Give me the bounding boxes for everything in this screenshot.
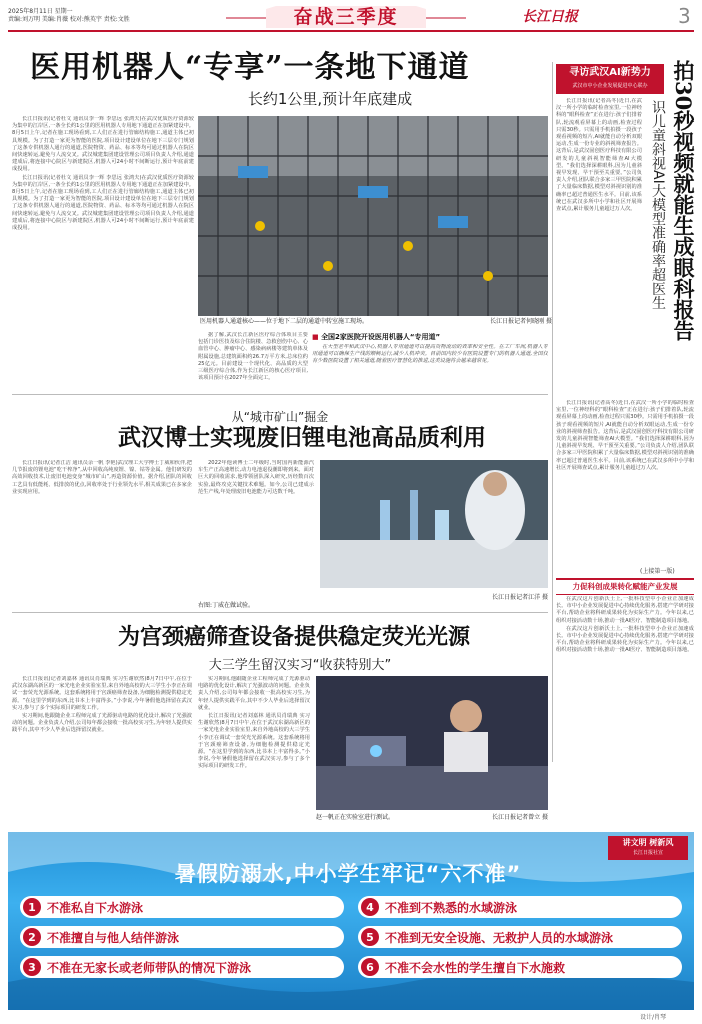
column-divider [552,62,553,762]
rule-item [20,896,344,918]
side-subtitle: 识儿童斜视AI大模型准确率超医生 [650,100,666,310]
section-band [226,6,466,28]
article3-title: 为宫颈癌筛查设备提供稳定荧光光源 [117,624,470,650]
side-body-col2 [556,400,694,566]
article3-body2 [198,676,310,826]
rule-text: 不准到不熟悉的水域游泳 [385,900,518,915]
rule-text: 不准私自下水游泳 [47,900,144,915]
article1-title: 医用机器人“专享”一条地下通道 [30,50,470,85]
footer-design-credit: 设计/肖琴 [640,1014,667,1021]
info-box-header [556,578,694,595]
article1-photo-credit: 长江日报记者何晓刚 摄 [490,318,552,325]
page-number: 3 [678,4,691,28]
badge-bottom-text: 长江日报社宣 [632,850,663,856]
article2-paragraph2: 2022年他读博士二年级时,当时国内新能源汽车生产正高速增长,动力电池退役潮即将到来。面对巨大的回收需求,他带领团队深入研究,历经数百次实验,最终攻克关键技术难题。如今,公司已建成示范生产线,年处理废旧电池能力可达数千吨。 [198,460,314,495]
article3-body [12,676,192,826]
info-box-body [556,596,694,746]
article1-photo [198,116,548,316]
rule-text: 不准到无安全设施、无救护人员的水域游泳 [385,930,614,945]
article3-paragraph: 长江日报讯(记者刘嘉林 通讯员肖瑞典 实习生谢欣然)8月7日中午,在位于武汉东湖高新区的一家光电企业实验室里,来自外地高校的大三学生小李正在调试一套荧光光源系统。这套系统将用于宫颈癌筛查设备,为细胞检测提供稳定光源。“在这里学到的东西,比书本上丰富得多。”小李说,今年暑假他选择留在武汉实习,参与了多个实际项目的研发工作。 [12,676,192,711]
rule-text: 不准不会水性的学生擅自下水施救 [385,960,566,975]
rule-item [358,926,682,948]
rules-list [20,896,682,978]
header-rule [8,30,694,32]
article3-photo-caption: 赵一帆正在实验室进行测试。 [316,814,395,821]
article1-paragraph-cont: 长江日报讯(记者杜文 通讯员李一辉 李思远 张鸿夫)在武汉优质医疗资源较为集中的江岸区,一条全长约1公里的医用机器人专用地下通道正在加紧建设中。8月5日上午,记者在施工现场看到,工人们正在进行管廊结构施工,通道主体已初具规模。为了打造一家更为智能的医院,项目设计建设单位在地下三层专门规划了这条专供机器人通行的通道,医院物资、药品、标本等均可通过机器人在院区间快速转运,避免与人流交叉。武汉城建集团建设管理公司项目负责人介绍,通道建成后,将连接中心院区与新建院区,机器人可24小时不间断运行,预计年底前建成投用。 [12,174,194,232]
side-banner-title: 寻访武汉AI新势力 [569,67,651,78]
side-banner-subtitle: 武汉市中小企业发展促进中心联办 [572,83,648,89]
rule-number: 3 [23,958,41,976]
article1-paragraph: 长江日报讯(记者杜文 通讯员李一辉 李思远 张鸿夫)在武汉优质医疗资源较为集中的江岸区,一条全长约1公里的医用机器人专用地下通道正在加紧建设中。8月5日上午,记者在施工现场看到,工人们正在进行管廊结构施工,通道主体已初具规模。为了打造一家更为智能的医院,项目设计建设单位在地下三层专门规划了这条专供机器人通行的通道,医院物资、药品、标本等均可通过机器人在院区间快速转运,避免与人流交叉。武汉城建集团建设管理公司项目负责人介绍,通道建成后,将连接中心院区与新建院区,机器人可24小时不间断运行,预计年底前建成投用。 [12,116,194,173]
side-paragraph: 长江日报讯(记者高冬)近日,在武汉一所小学的临时检查室里,一位神经科的“眼科检查”正在进行:孩子们排着队,轮流观看屏幕上的动画,检查过程只需30秒。只需用手机拍摄一段孩子观看视频的短片,AI就能自动分析双眼运动,生成一份专业的斜视筛查报告。这背后,是武汉固创医疗科技有限公司研发的儿童斜视智能筛查AI大模型。“我们选择深耕眼科,因为儿童斜视早发现、早干预至关重要。”公司负责人介绍,团队联合多家三甲医院积累了大量临床数据,模型对斜视识别的准确率已超过普通医生水平。目前,该系统已在武汉多所中小学和社区开展筛查试点,累计服务儿童超过万人次。 [556,98,642,213]
rule-item [358,956,682,978]
article1-subtitle: 长约1公里,预计年底建成 [247,90,413,108]
highlight-text: 全国2家医院开设医用机器人“专用道” [321,333,441,341]
side-banner [556,64,664,94]
safety-title: 暑假防溺水,中小学生牢记“六不准” [174,862,522,886]
rule-item [20,956,344,978]
rule-item [358,896,682,918]
article2-photo-caption: 右图:丁威在做试验。 [198,602,255,609]
article2-kicker: 从“城市矿山”掘金 [231,410,329,424]
side-body-col1 [556,98,642,398]
safety-banner [8,832,694,1010]
rule-number: 4 [361,898,379,916]
side-title: 拍30秒视频就能生成眼科报告 [671,60,696,342]
article1-body [12,116,194,326]
article1-paragraph2: 据了解,武汉长江新区医疗综合体项目主要包括门诊医技及综合住院楼、急救创伤中心、心血管中心、肿瘤中心、感染病病楼等建筑单体及附属设施,总建筑面积约26.7万平方米,总床位约25亿元。目前建设一个现代化、高品质的大型三级医疗综合体,作为长江新区的核心医疗项目,该项目预计在2027年全面完工。 [198,332,308,382]
article2-body [12,460,192,600]
construction-photo-icon [198,116,548,316]
civilization-badge [608,836,688,860]
article2-title: 武汉博士实现废旧锂电池高品质利用 [118,424,486,451]
article2-paragraph: 长江日报讯(记者江洁 通讯员余一帆 李艳)武汉理工大学博士丁威和伙伴,把几节报废的锂电池“吃干榨净”,从中回收高纯度锂、镍、钴等金属。他们研发的高效回收技术,让废旧电池变身“城市矿山”,再造资源价值。据介绍,团队的回收工艺具有低能耗、低排放的优点,回收率处于行业领先水平,相关成果已在多家企业实现应用。 [12,460,192,495]
article3-paragraph-cont: 实习期间,他跟随企业工程师完成了光源驱动电路的优化设计,解决了光强波动的问题。企业负责人介绍,公司每年都会接收一批高校实习生,为年轻人提供实践平台,其中不少人毕业后选择留汉就业。 [12,713,192,734]
article3-paragraph2-cont: 长江日报讯(记者刘嘉林 通讯员肖瑞典 实习生谢欣然)8月7日中午,在位于武汉东湖高新区的一家光电企业实验室里,来自外地高校的大三学生小李正在调试一套荧光光源系统。这套系统将用于宫颈癌筛查设备,为细胞检测提供稳定光源。“在这里学到的东西,比书本上丰富得多。”小李说,今年暑假他选择留在武汉实习,参与了多个实际项目的研发工作。 [198,713,310,770]
divider [12,612,548,613]
article1-highlight [312,332,492,342]
rule-number: 5 [361,928,379,946]
article3-photo [316,676,548,810]
article3-paragraph2: 实习期间,他跟随企业工程师完成了光源驱动电路的优化设计,解决了光强波动的问题。企业负责人介绍,公司每年都会接收一批高校实习生,为年轻人提供实践平台,其中不少人毕业后选择留汉就业。 [198,676,310,711]
article1-body2 [198,332,308,392]
info-box-paragraph-cont: 在武汉这片创新沃土上,一批科技型中小企业正加速成长。市中小企业发展促进中心持续优化服务,搭建产学研对接平台,帮助企业将科研成果转化为实际生产力。今年以来,已组织对接活动数十场,推动一批AI医疗、智能制造项目落地。 [556,625,694,654]
editors-text: 责编:刘万明 美编:肖薇 校对:熊英宇 责校:文胜 [8,16,130,23]
divider [12,394,548,395]
rule-text: 不准在无家长或老师带队的情况下游泳 [47,960,252,975]
student-photo-icon [316,676,548,810]
rule-text: 不准擅自与他人结伴游泳 [47,930,180,945]
badge-top-text: 讲文明 树新风 [622,838,674,847]
article2-body2 [198,460,314,598]
rule-number: 6 [361,958,379,976]
date-text: 2025年8月11日 星期一 [8,8,73,15]
masthead-date [8,8,130,24]
article1-photo-caption: 医用机器人通道核心——位于地下二层的通道中转室施工现场。 [200,318,369,325]
rule-number: 1 [23,898,41,916]
section-title: 奋战三季度 [293,6,399,28]
article2-photo [320,460,548,588]
article3-photo-credit: 长江日报记者曾立 摄 [492,814,548,821]
article1-paragraph3: 在大型老年和武汉中心,机器人专用通道可以提高货物流动的效率和安全性。在工厂车间,机器人专用通道可以确保生产线的顺畅运行,减少人机冲突。目前国内较少有医院设置专门的机器人通道,全国仅有少数医院设置了相关通道,随着医疗智慧化的推进,这类设施将会越来越常见。 [312,344,548,365]
side-paragraph-cont: 长江日报讯(记者高冬)近日,在武汉一所小学的临时检查室里,一位神经科的“眼科检查”正在进行:孩子们排着队,轮流观看屏幕上的动画,检查过程只需30秒。只需用手机拍摄一段孩子观看视频的短片,AI就能自动分析双眼运动,生成一份专业的斜视筛查报告。这背后,是武汉固创医疗科技有限公司研发的儿童斜视智能筛查AI大模型。“我们选择深耕眼科,因为儿童斜视早发现、早干预至关重要。”公司负责人介绍,团队联合多家三甲医院积累了大量临床数据,模型对斜视识别的准确率已超过普通医生水平。目前,该系统已在武汉多所中小学和社区开展筛查试点,累计服务儿童超过万人次。 [556,400,694,471]
article3-subtitle: 大三学生留汉实习“收获特别大” [208,658,392,673]
side-credit: (上接第一版) [640,568,675,575]
article2-photo-credit: 长江日报记者江洋 摄 [492,594,548,601]
article1-body3 [312,344,548,390]
lab-photo-icon [320,460,548,588]
rule-number: 2 [23,928,41,946]
square-bullet-icon: ■ [312,333,319,341]
info-box-paragraph: 在武汉这片创新沃土上,一批科技型中小企业正加速成长。市中小企业发展促进中心持续优化服务,搭建产学研对接平台,帮助企业将科研成果转化为实际生产力。今年以来,已组织对接活动数十场,推动一批AI医疗、智能制造项目落地。 [556,596,694,624]
info-box-title: 力促科创成果转化赋能产业发展 [572,582,678,591]
newspaper-logo: 长江日报 [522,9,578,25]
rule-item [20,926,344,948]
